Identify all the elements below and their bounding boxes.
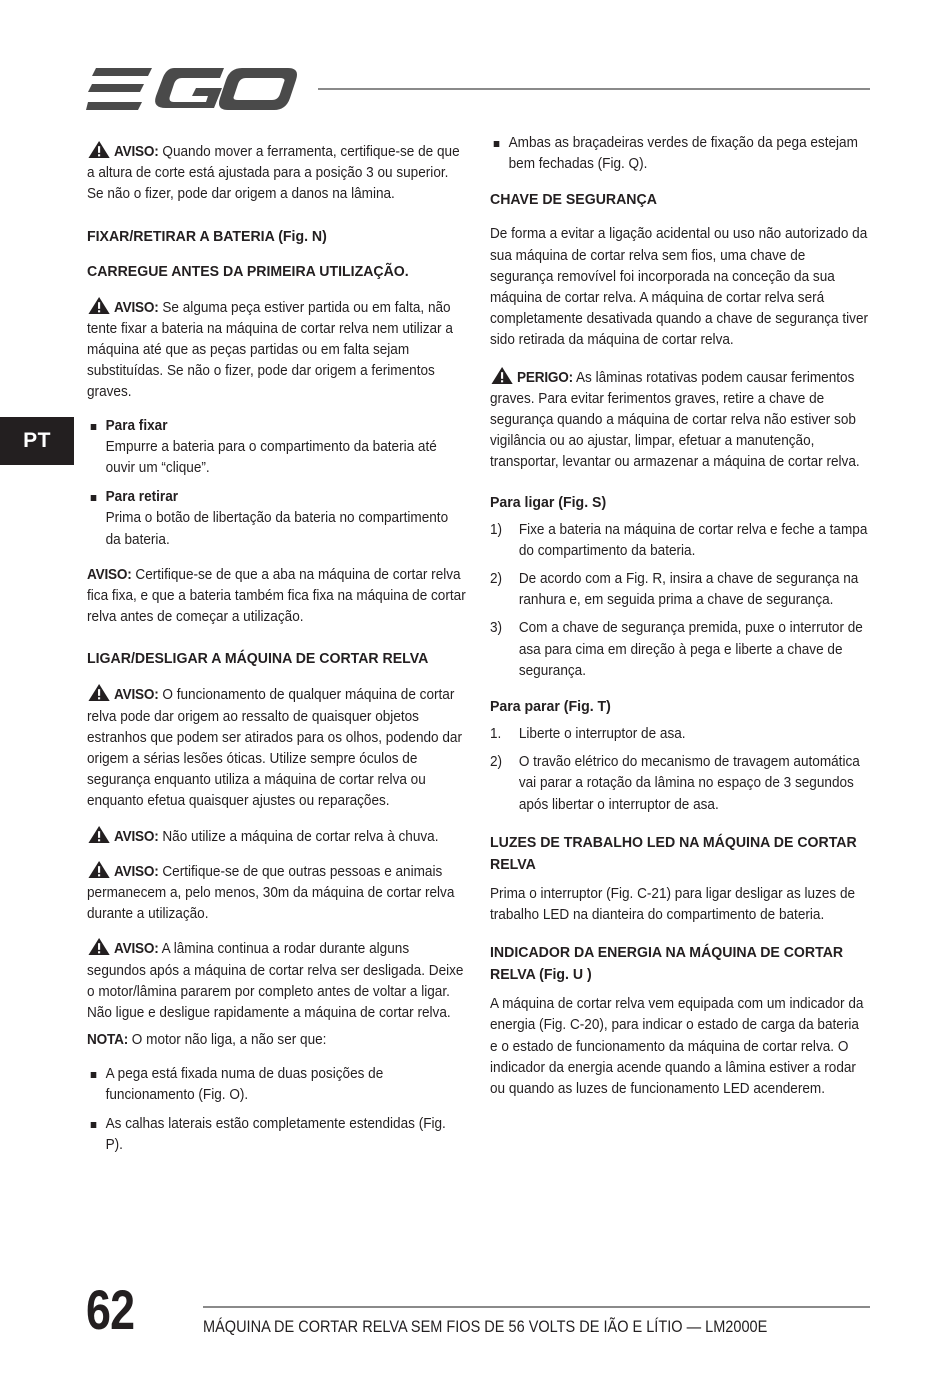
section-heading: CARREGUE ANTES DA PRIMEIRA UTILIZAÇÃO. — [87, 262, 409, 280]
warning-block — [87, 296, 466, 404]
warning-text: A lâmina continua a rodar durante alguns segundos após a máquina de cortar relva ser desligada. Deixe o motor/lâmina pararem por completo antes de voltar a ligar. Não ligue e desligue rapidamente a máquina de cortar relva. — [87, 941, 464, 1022]
warning-icon — [87, 860, 111, 879]
step-text: Fixe a bateria na máquina de cortar relva e feche a tampa do compartimento da bateria. — [518, 521, 868, 559]
subsection-heading: Para ligar (Fig. S) — [490, 493, 607, 511]
section-heading: FIXAR/RETIRAR A BATERIA (Fig. N) — [87, 227, 327, 245]
right-column — [490, 133, 869, 1112]
warning-icon — [87, 296, 111, 315]
step-number: 2) — [490, 571, 503, 588]
warning-text: Não utilize a máquina de cortar relva à chuva. — [158, 828, 439, 845]
danger-block — [490, 366, 869, 474]
danger-label: PERIGO: — [516, 369, 573, 386]
list-item — [87, 1064, 466, 1106]
list-item-text: Prima o botão de libertação da bateria no compartimento da bateria. — [105, 510, 449, 548]
section-heading: INDICADOR DA ENERGIA NA MÁQUINA DE CORTAR RELVA (Fig. U ) — [490, 944, 844, 984]
step-text: De acordo com a Fig. R, insira a chave de segurança na ranhura e, em seguida prima a chave de segurança. — [518, 571, 859, 609]
section-heading: LUZES DE TRABALHO LED NA MÁQUINA DE CORTAR RELVA — [490, 833, 857, 873]
warning-text: Quando mover a ferramenta, certifique-se de que a altura de corte está ajustada para a posição 3 ou superior. Se não o fizer, pode dar origem a danos na lâmina. — [87, 144, 460, 203]
footer-rule — [203, 1306, 870, 1308]
step-text: O travão elétrico do mecanismo de travagem automática vai parar a rotação da lâmina no espaço de 3 segundos após libertar o interruptor de asa. — [518, 754, 860, 813]
list-item — [87, 416, 466, 480]
warning-label: AVISO: — [113, 687, 159, 704]
warning-block — [87, 937, 466, 1024]
warning-icon — [490, 366, 514, 385]
list-item-text: A pega está fixada numa de duas posições de funcionamento (Fig. O). — [105, 1065, 384, 1103]
warning-text: O funcionamento de qualquer máquina de cortar relva pode dar origem ao ressalto de quaisquer objetos estranhos que podem ser atirados para os olhos, podendo dar origem a sérias lesões óticas. Utilize sempre óculos de segurança enquanto utiliza a máquina de cortar relva ou enquanto efetua quaisquer ajustes ou reparações. — [87, 687, 462, 810]
paragraph: A máquina de cortar relva vem equipada com um indicador da energia (Fig. C-20), para indicar o estado de carga da bateria e o estado de funcionamento da máquina de cortar relva. O indicador da energia acende quando a lâmina estiver a rodar ou quando as luzes de funcionamento LED acenderem. — [490, 996, 864, 1098]
warning-block — [87, 140, 466, 206]
warning-label: AVISO: — [113, 828, 159, 845]
warning-label: AVISO: — [113, 941, 159, 958]
step-number: 2) — [490, 754, 503, 771]
step-number: 1) — [490, 521, 503, 538]
warning-icon — [87, 937, 111, 956]
step-number: 1. — [490, 726, 502, 743]
language-tab: PT — [0, 417, 74, 465]
step-item — [490, 520, 869, 562]
step-item — [490, 569, 869, 611]
section-heading: LIGAR/DESLIGAR A MÁQUINA DE CORTAR RELVA — [87, 650, 429, 668]
warning-block — [87, 860, 466, 926]
step-number: 3) — [490, 620, 503, 637]
step-text: Com a chave de segurança premida, puxe o interrutor de asa para cima em direção à pega e liberte a chave de segurança. — [518, 620, 863, 679]
list-item-title: Para retirar — [105, 489, 179, 506]
footer-title: MÁQUINA DE CORTAR RELVA SEM FIOS DE 56 VOLTS DE IÃO E LÍTIO — LM2000E — [203, 1318, 768, 1336]
warning-text: Se alguma peça estiver partida ou em falta, não tente fixar a bateria na máquina de cortar relva nem utilizar a máquina até que as peças partidas ou em falta sejam substituídas. Se não o fizer, pode dar origem a ferimentos graves. — [87, 299, 453, 401]
danger-text: As lâminas rotativas podem causar ferimentos graves. Para evitar ferimentos graves, retire a chave de segurança quando a máquina de cortar relva não estiver sob vigilância ou ao ajustar, limpar, efetuar a manutenção, transportar, levantar ou armazenar a máquina de cortar relva. — [490, 369, 860, 471]
list-item-text: Empurre a bateria para o compartimento da bateria até ouvir um “clique”. — [105, 438, 437, 477]
warning-block — [87, 683, 466, 812]
step-item — [490, 724, 869, 745]
list-item-text: Ambas as braçadeiras verdes de fixação da pega estejam bem fechadas (Fig. Q). — [508, 135, 858, 173]
note-label: NOTA: — [87, 1032, 129, 1049]
list-item-title: Para fixar — [105, 417, 168, 434]
list-item-text: As calhas laterais estão completamente estendidas (Fig. P). — [105, 1115, 446, 1154]
warning-block — [87, 565, 466, 629]
list-item — [490, 133, 869, 175]
subsection-heading: Para parar (Fig. T) — [490, 698, 611, 716]
note-block — [87, 1030, 466, 1051]
warning-block — [87, 825, 466, 848]
warning-text: Certifique-se de que outras pessoas e animais permanecem a, pelo menos, 30m da máquina de cortar relva durante a utilização. — [87, 863, 455, 923]
step-text: Liberte o interruptor de asa. — [518, 726, 686, 743]
section-heading: CHAVE DE SEGURANÇA — [490, 191, 657, 209]
header-rule — [318, 88, 870, 90]
paragraph: De forma a evitar a ligação acidental ou uso não autorizado da sua máquina de cortar relva sem fios, uma chave de segurança removível foi incorporada na conceção da sua máquina de cortar relva. A máquina de cortar relva será completamente desativada quando a chave de segurança tiver sido retirada da máquina de cortar relva. — [490, 226, 869, 349]
step-item — [490, 752, 869, 816]
warning-label: AVISO: — [113, 144, 159, 160]
step-item — [490, 618, 869, 682]
warning-text: Certifique-se de que a aba na máquina de cortar relva fica fixa, e que a bateria também fica fixa na máquina de cortar relva antes de começar a utilização. — [87, 566, 466, 626]
list-item — [87, 1114, 466, 1156]
ego-logo — [86, 64, 298, 114]
list-item — [87, 487, 466, 551]
warning-label: AVISO: — [113, 299, 159, 316]
warning-icon — [87, 140, 111, 159]
warning-icon — [87, 825, 111, 844]
warning-icon — [87, 683, 111, 702]
left-column — [87, 140, 466, 1164]
warning-label: AVISO: — [113, 863, 159, 880]
note-text: O motor não liga, a não ser que: — [128, 1032, 327, 1049]
warning-label: AVISO: — [87, 566, 132, 583]
paragraph: Prima o interruptor (Fig. C-21) para ligar desligar as luzes de trabalho LED na dianteira do compartimento de bateria. — [490, 885, 856, 924]
page-number: 62 — [86, 1278, 135, 1341]
